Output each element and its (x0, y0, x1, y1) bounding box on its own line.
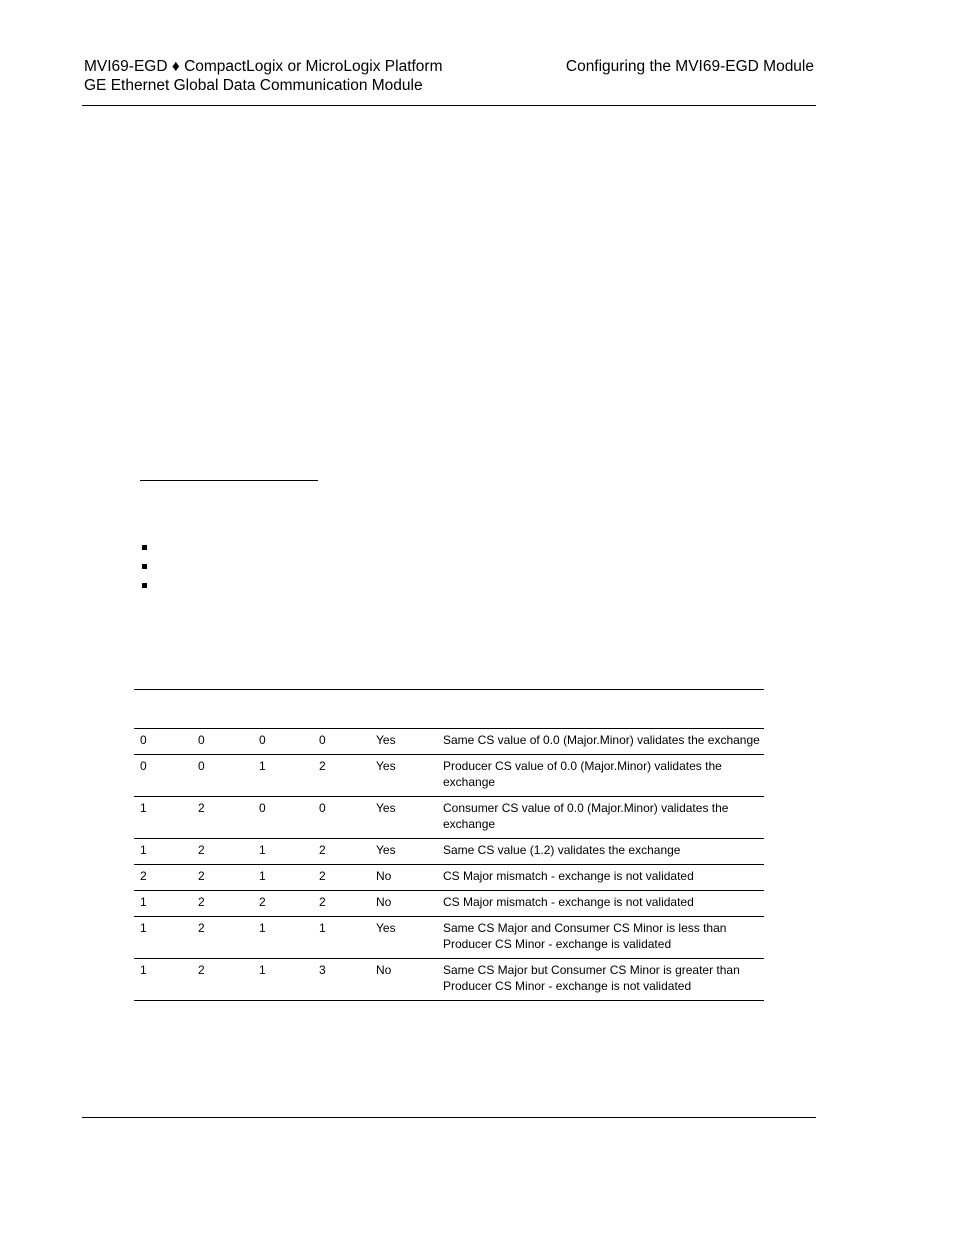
table-row: 1 2 1 1 Yes Same CS Major and Consumer CS Minor is less than Producer CS Minor - exchange is validated (134, 917, 764, 959)
table-header-row (134, 690, 764, 729)
config-signature-table (134, 689, 764, 1001)
table-row: 0 0 1 2 Yes Producer CS value of 0.0 (Major.Minor) validates the exchange (134, 755, 764, 797)
bullet-square-icon (142, 583, 147, 588)
table-row: 1 2 0 0 Yes Consumer CS value of 0.0 (Major.Minor) validates the exchange (134, 797, 764, 839)
table-row: 0 0 0 0 Yes Same CS value of 0.0 (Major.Minor) validates the exchange (134, 729, 764, 755)
bullet-square-icon (142, 564, 147, 569)
header-divider (82, 105, 816, 106)
footer-divider (82, 1117, 816, 1118)
page-header-left (84, 57, 443, 95)
table-row: 1 2 1 2 Yes Same CS value (1.2) validates the exchange (134, 839, 764, 865)
table-row: 1 2 2 2 No CS Major mismatch - exchange is not validated (134, 891, 764, 917)
section-underline (140, 480, 318, 481)
table-row: 1 2 1 3 No Same CS Major but Consumer CS Minor is greater than Producer CS Minor - exchange is not validated (134, 959, 764, 1001)
header-product-subtitle: GE Ethernet Global Data Communication Module (84, 77, 423, 94)
header-product-title: MVI69-EGD ♦ CompactLogix or MicroLogix Platform (84, 58, 443, 75)
bullet-square-icon (142, 545, 147, 550)
header-section-title: Configuring the MVI69-EGD Module (565, 58, 814, 75)
table-row: 2 2 1 2 No CS Major mismatch - exchange is not validated (134, 865, 764, 891)
